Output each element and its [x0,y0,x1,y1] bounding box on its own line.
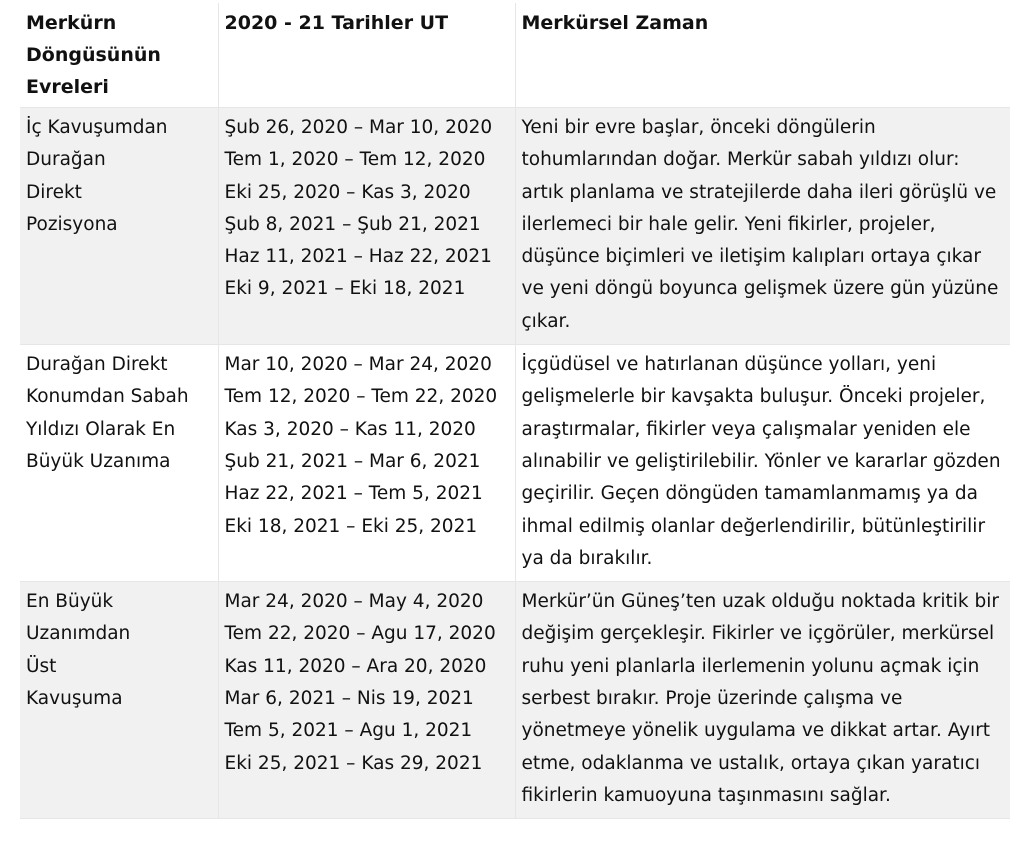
phase-cell [20,108,218,345]
table-body [20,108,1010,819]
header-dates: 2020 - 21 Tarihler UT [218,3,515,108]
date-range: Tem 5, 2021 – Agu 1, 2021 [224,720,473,742]
dates-cell [218,108,515,345]
mercury-cycle-table [20,3,1010,819]
dates-cell [218,345,515,582]
date-range: Eki 25, 2020 – Kas 3, 2020 [224,181,471,203]
phase-line: Büyük Uzanıma [26,450,171,472]
date-range: Haz 22, 2021 – Tem 5, 2021 [224,483,483,505]
description-text: İçgüdüsel ve hatırlanan düşünce yolları, yeni gelişmelerle bir kavşakta buluşur. Önceki projeler, araştırmalar, fikirler veya çalışmalar yeniden ele alınabilir ve geliştirilebilir. Yönler ve kararlar gözden geçirilir. Geçen döngüden tamamlanmamış ya da ihmal edilmiş olanlar değerlendirilir, bütünleştirilir ya da bırakılır. [521,354,1001,569]
description-cell [515,582,1010,819]
header-row [20,3,1010,108]
date-range: Kas 11, 2020 – Ara 20, 2020 [224,655,487,677]
table-row [20,108,1010,345]
phase-line: Pozisyona [26,213,118,235]
header-mercurial-time: Merkürsel Zaman [515,3,1010,108]
phase-cell [20,582,218,819]
table-row [20,345,1010,582]
phase-line: Uzanımdan [26,623,131,645]
phase-line: Üst [26,655,57,677]
phase-cell [20,345,218,582]
date-range: Eki 25, 2021 – Kas 29, 2021 [224,752,483,774]
description-text: Yeni bir evre başlar, önceki döngülerin tohumlarından doğar. Merkür sabah yıldızı olur: artık planlama ve stratejilerde daha ileri görüşlü ve ilerlemeci bir hale gelir. Yeni fikirler, projeler, düşünce biçimleri ve iletişim kalıpları ortaya çıkar ve yeni döngü boyunca gelişmek üzere gün yüzüne çıkar. [521,117,999,332]
dates-cell [218,582,515,819]
date-range: Tem 1, 2020 – Tem 12, 2020 [224,149,486,171]
date-range: Eki 18, 2021 – Eki 25, 2021 [224,515,478,537]
description-text: Merkür’ün Güneş’ten uzak olduğu noktada kritik bir değişim gerçekleşir. Fikirler ve içgörüler, merkürsel ruhu yeni planlarla ilerlemenin yolunu açmak için serbest bırakır. Proje üzerinde çalışma ve yönetmeye yönelik uygulama ve dikkat artar. Ayırt etme, odaklanma ve ustalık, ortaya çıkan yaratıcı fikirlerin kamuoyuna taşınmasını sağlar. [521,591,999,806]
date-range: Kas 3, 2020 – Kas 11, 2020 [224,418,476,440]
date-range: Tem 22, 2020 – Agu 17, 2020 [224,623,496,645]
date-range: Mar 6, 2021 – Nis 19, 2021 [224,688,474,710]
phase-line: İç Kavuşumdan [26,117,168,138]
mercury-cycle-table-container [20,3,1010,819]
date-range: Şub 26, 2020 – Mar 10, 2020 [224,117,493,138]
date-range: Eki 9, 2021 – Eki 18, 2021 [224,278,466,300]
date-range: Tem 12, 2020 – Tem 22, 2020 [224,386,498,408]
description-cell [515,108,1010,345]
phase-line: Konumdan Sabah [26,386,189,408]
date-range: Şub 21, 2021 – Mar 6, 2021 [224,450,481,472]
date-range: Mar 24, 2020 – May 4, 2020 [224,591,484,613]
table-row [20,582,1010,819]
date-range: Haz 11, 2021 – Haz 22, 2021 [224,246,492,268]
date-range: Mar 10, 2020 – Mar 24, 2020 [224,354,492,376]
phase-line: En Büyük [26,591,114,613]
phase-line: Direkt [26,181,82,203]
header-phases: Merkürn Döngüsünün Evreleri [20,3,218,108]
phase-line: Kavuşuma [26,688,123,710]
description-cell [515,345,1010,582]
phase-line: Yıldızı Olarak En [26,418,176,440]
phase-line: Durağan [26,149,106,171]
table-header [20,3,1010,108]
phase-line: Durağan Direkt [26,354,168,376]
date-range: Şub 8, 2021 – Şub 21, 2021 [224,213,481,235]
